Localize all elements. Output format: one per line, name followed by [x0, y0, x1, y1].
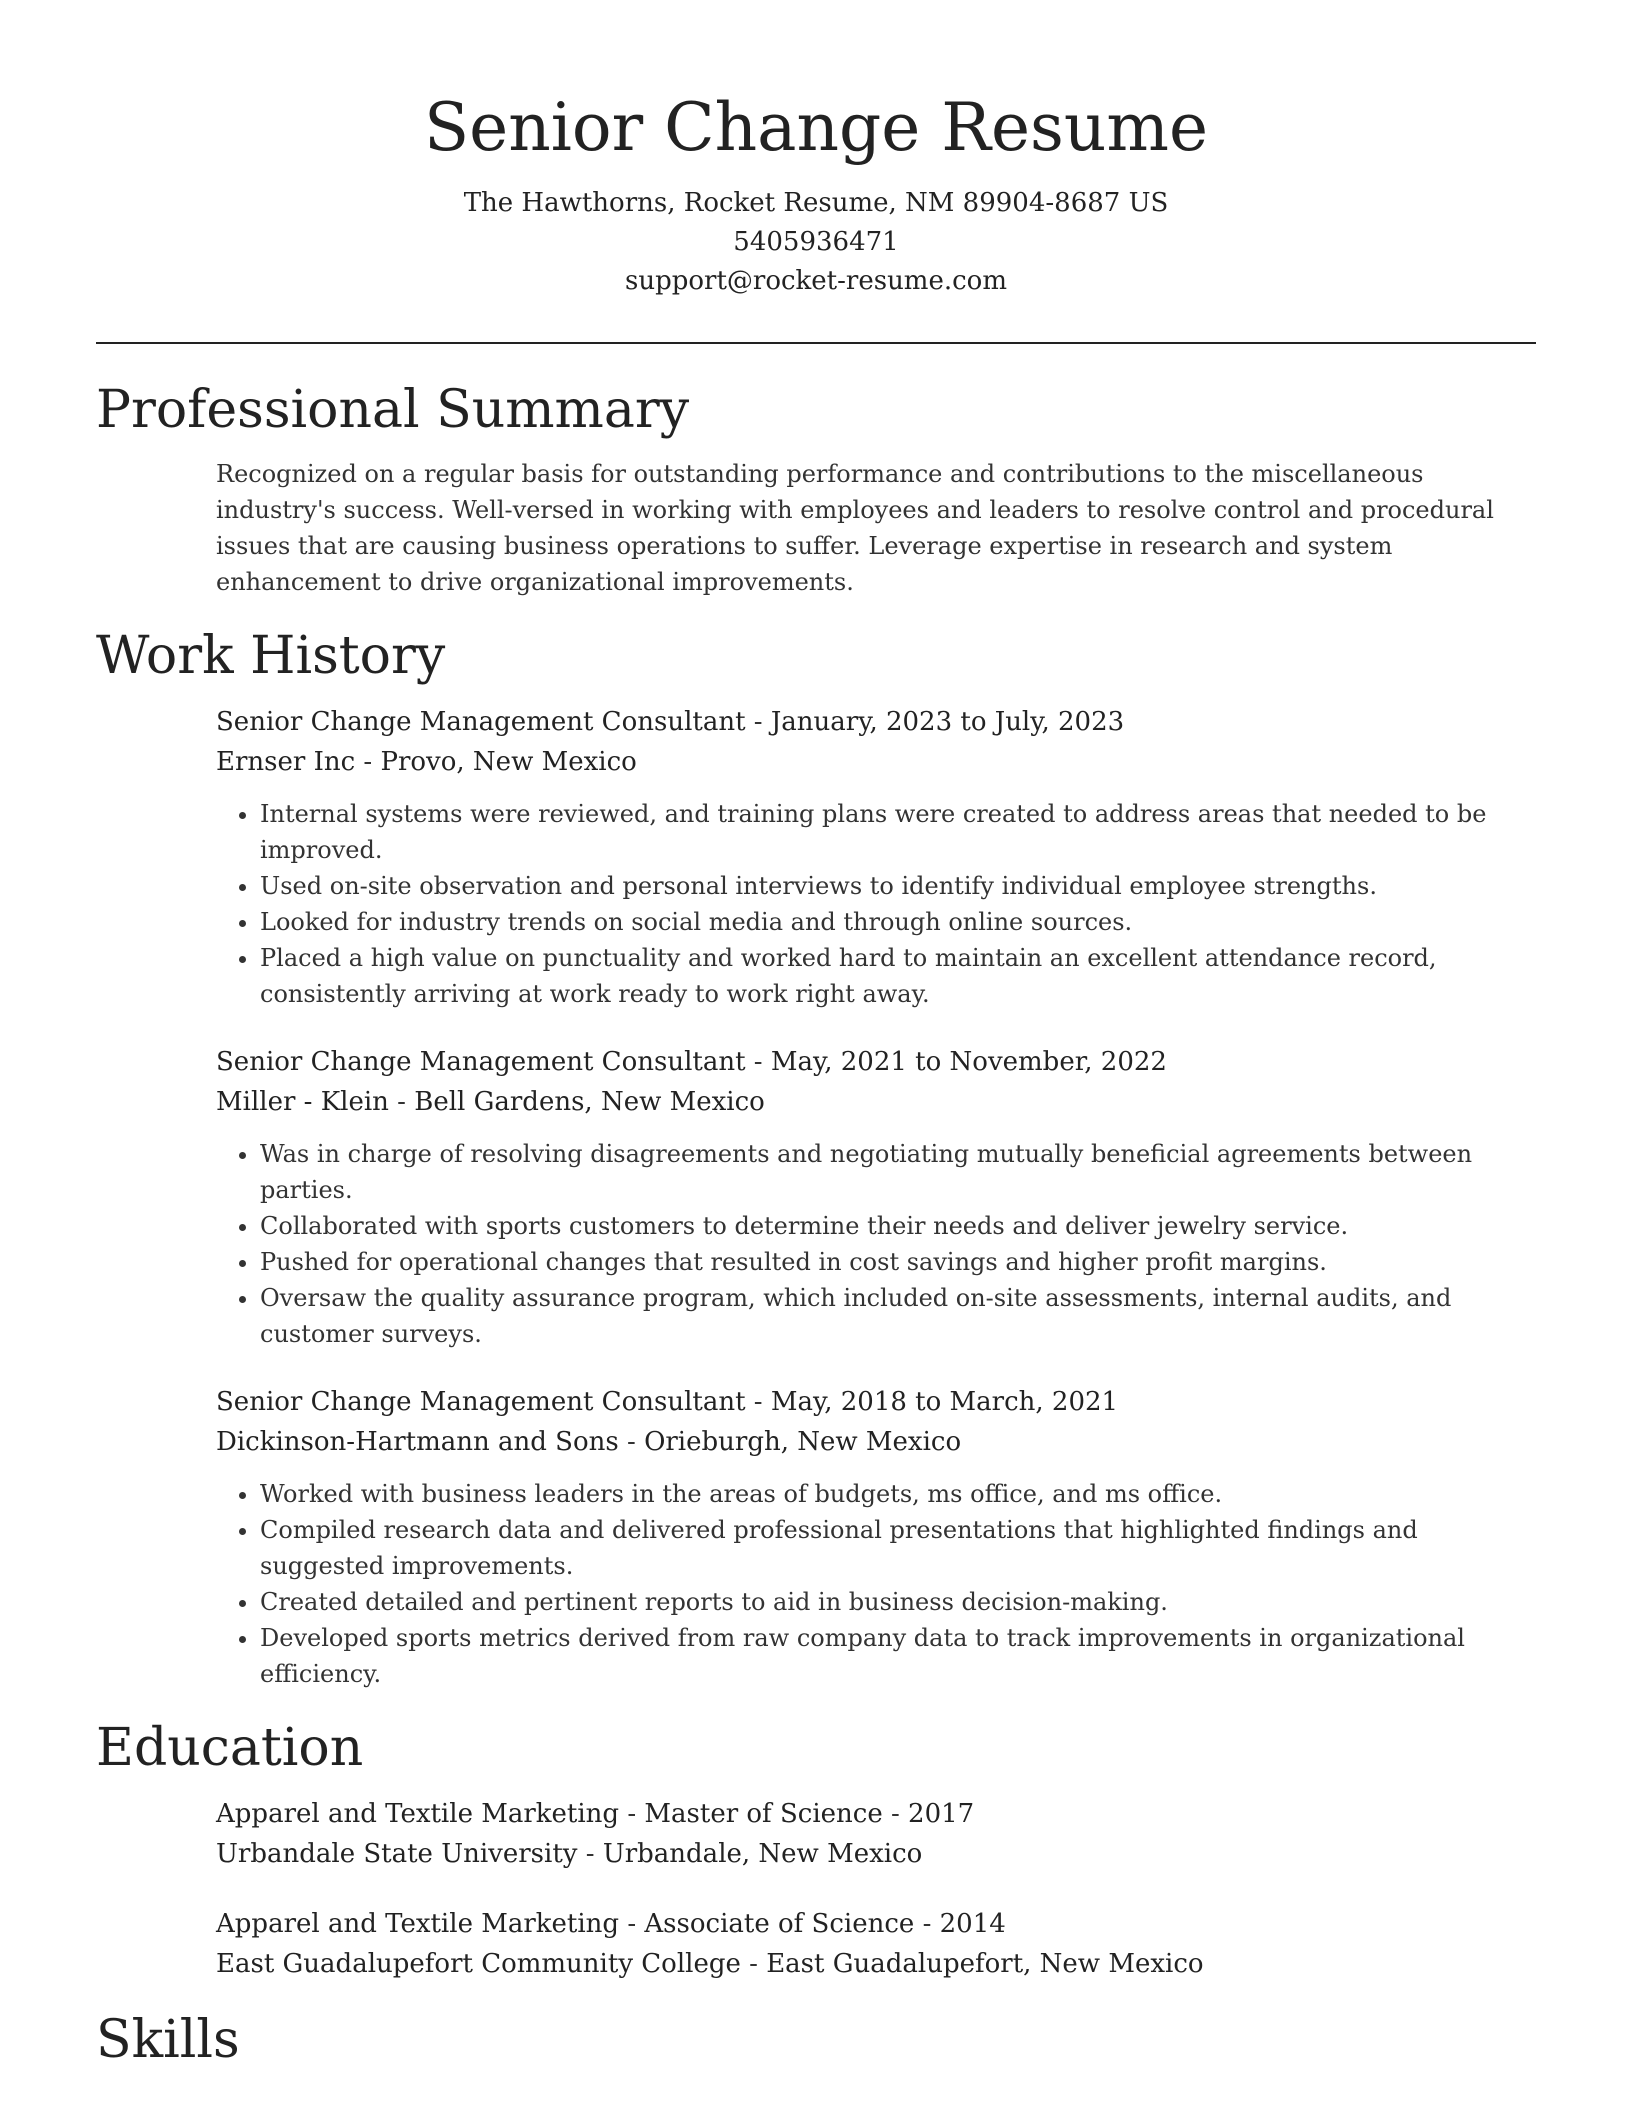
job-dates: May, 2018 to March, 2021 — [770, 1387, 1119, 1417]
education-entry — [216, 1904, 1536, 1984]
job-bullets — [216, 1136, 1536, 1352]
education-school: East Guadalupefort Community College — [216, 1949, 741, 1979]
skills-title: Skills — [96, 2010, 240, 2070]
education-degree-line — [216, 1794, 1536, 1834]
bullet-item: • Placed a high value on punctuality and worked hard to maintain an excellent attendance record, consistently arriving at work ready to work right away. — [260, 940, 1536, 1012]
resume-header — [96, 0, 1536, 301]
education-school-line — [216, 1834, 1536, 1874]
job-title-line — [216, 1382, 1536, 1422]
education-location: Urbandale, New Mexico — [602, 1839, 923, 1869]
separator: - — [619, 1799, 645, 1829]
job-company-line — [216, 742, 1536, 782]
job-entry — [216, 1382, 1536, 1462]
address: The Hawthorns, Rocket Resume, NM 89904-8687 US — [463, 188, 1169, 218]
job-company: Ernser Inc — [216, 747, 356, 777]
education-degree: Master of Science — [644, 1799, 883, 1829]
bullet-item: • Was in charge of resolving disagreements and negotiating mutually beneficial agreements between parties. — [260, 1136, 1536, 1208]
separator: - — [618, 1427, 645, 1457]
job-location: Provo, New Mexico — [380, 747, 637, 777]
bullet-item: • Looked for industry trends on social media and through online sources. — [260, 904, 1536, 940]
header-divider — [96, 342, 1536, 344]
bullet-item: • Compiled research data and delivered professional presentations that highlighted findings and suggested improvements. — [260, 1512, 1536, 1584]
separator: - — [388, 1087, 415, 1117]
phone: 5405936471 — [733, 227, 899, 257]
bullet-item: • Worked with business leaders in the areas of budgets, ms office, and ms office. — [260, 1476, 1536, 1512]
job-title-line — [216, 1042, 1536, 1082]
bullet-item: • Internal systems were reviewed, and training plans were created to address areas that needed to be improved. — [260, 796, 1536, 868]
job-bullets — [216, 796, 1536, 1012]
separator: - — [577, 1839, 603, 1869]
job-role: Senior Change Management Consultant — [216, 707, 746, 737]
education-field: Apparel and Textile Marketing — [216, 1799, 620, 1829]
job-entry — [216, 1042, 1536, 1122]
bullet-item: • Oversaw the quality assurance program, which included on-site assessments, internal audits, and customer surveys. — [260, 1280, 1536, 1352]
candidate-name: Senior Change Resume — [423, 89, 1209, 166]
contact-block — [96, 184, 1536, 301]
summary-text: Recognized on a regular basis for outstanding performance and contributions to the miscellaneous industry's success. Well-versed in working with employees and leaders to resolve control and procedural issues that are causing business operations to suffer. Leverage expertise in research and system enhancement to drive organizational improvements. — [216, 460, 1494, 596]
bullet-item: • Collaborated with sports customers to determine their needs and deliver jewelry service. — [260, 1208, 1536, 1244]
job-title-line — [216, 702, 1536, 742]
job-role: Senior Change Management Consultant — [216, 1047, 746, 1077]
job-role: Senior Change Management Consultant — [216, 1387, 746, 1417]
bullet-item: • Developed sports metrics derived from raw company data to track improvements in organizational efficiency. — [260, 1620, 1536, 1692]
job-company: Dickinson-Hartmann and Sons — [216, 1427, 619, 1457]
header-block — [96, 0, 1536, 301]
job-company: Miller - Klein — [216, 1087, 389, 1117]
education-degree-line — [216, 1904, 1536, 1944]
job-dates: January, 2023 to July, 2023 — [770, 707, 1125, 737]
bullet-item: • Created detailed and pertinent reports to aid in business decision-making. — [260, 1584, 1536, 1620]
work-history-title: Work History — [96, 626, 446, 686]
education-field: Apparel and Textile Marketing — [216, 1909, 620, 1939]
education-school-line — [216, 1944, 1536, 1984]
separator: - — [745, 1047, 771, 1077]
job-company-line — [216, 1422, 1536, 1462]
summary-title: Professional Summary — [96, 380, 690, 440]
education-location: East Guadalupefort, New Mexico — [766, 1949, 1204, 1979]
job-entry — [216, 702, 1536, 782]
separator: - — [745, 1387, 771, 1417]
education-entry — [216, 1794, 1536, 1874]
job-location: Orieburgh, New Mexico — [644, 1427, 962, 1457]
education-title: Education — [96, 1718, 364, 1778]
education-year: 2017 — [908, 1799, 975, 1829]
separator: - — [745, 707, 771, 737]
bullet-item: • Pushed for operational changes that resulted in cost savings and higher profit margins. — [260, 1244, 1536, 1280]
separator: - — [619, 1909, 645, 1939]
bullet-item: • Used on-site observation and personal interviews to identify individual employee strengths. — [260, 868, 1536, 904]
email: support@rocket-resume.com — [624, 266, 1007, 296]
education-degree: Associate of Science — [644, 1909, 915, 1939]
job-company-line — [216, 1082, 1536, 1122]
education-year: 2014 — [939, 1909, 1006, 1939]
job-location: Bell Gardens, New Mexico — [414, 1087, 765, 1117]
job-dates: May, 2021 to November, 2022 — [770, 1047, 1167, 1077]
separator: - — [740, 1949, 767, 1979]
separator: - — [914, 1909, 940, 1939]
education-school: Urbandale State University — [216, 1839, 578, 1869]
job-bullets — [216, 1476, 1536, 1692]
separator: - — [882, 1799, 909, 1829]
separator: - — [355, 747, 381, 777]
